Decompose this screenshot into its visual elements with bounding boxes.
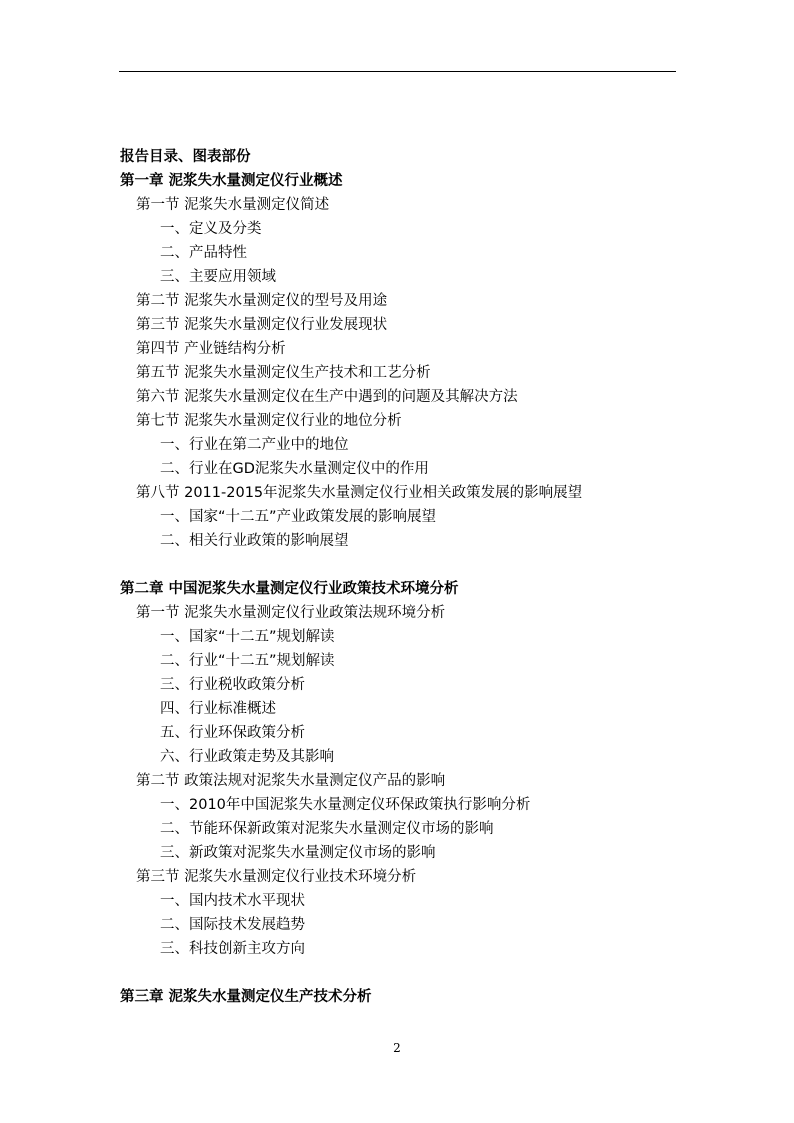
section-1-3: 第三节 泥浆失水量测定仪行业发展现状 <box>136 317 388 333</box>
item-2-2-3: 三、新政策对泥浆失水量测定仪市场的影响 <box>160 845 436 861</box>
section-1-5: 第五节 泥浆失水量测定仪生产技术和工艺分析 <box>136 365 431 381</box>
item-2-1-4: 四、行业标准概述 <box>160 701 276 717</box>
item-1-1-3: 三、主要应用领域 <box>160 269 276 285</box>
item-1-8-1: 一、国家“十二五”产业政策发展的影响展望 <box>160 509 437 525</box>
item-2-1-2: 二、行业“十二五”规划解读 <box>160 653 335 669</box>
item-1-1-2: 二、产品特性 <box>160 245 247 261</box>
toc-title: 报告目录、图表部份 <box>120 149 251 165</box>
section-1-8: 第八节 2011-2015年泥浆失水量测定仪行业相关政策发展的影响展望 <box>136 485 583 501</box>
header-rule <box>119 71 676 72</box>
item-1-1-1: 一、定义及分类 <box>160 221 262 237</box>
item-2-3-2: 二、国际技术发展趋势 <box>160 917 305 933</box>
section-1-7: 第七节 泥浆失水量测定仪行业的地位分析 <box>136 413 402 429</box>
section-2-3: 第三节 泥浆失水量测定仪行业技术环境分析 <box>136 869 417 885</box>
item-2-2-2: 二、节能环保新政策对泥浆失水量测定仪市场的影响 <box>160 821 494 837</box>
section-1-4: 第四节 产业链结构分析 <box>136 341 286 357</box>
item-2-1-1: 一、国家“十二五”规划解读 <box>160 629 335 645</box>
section-1-1: 第一节 泥浆失水量测定仪简述 <box>136 197 330 213</box>
item-2-1-3: 三、行业税收政策分析 <box>160 677 305 693</box>
item-2-1-5: 五、行业环保政策分析 <box>160 725 305 741</box>
chapter-3-heading: 第三章 泥浆失水量测定仪生产技术分析 <box>120 989 372 1005</box>
chapter-gap <box>120 961 700 985</box>
section-2-1: 第一节 泥浆失水量测定仪行业政策法规环境分析 <box>136 605 446 621</box>
chapter-gap <box>120 553 700 577</box>
section-1-2: 第二节 泥浆失水量测定仪的型号及用途 <box>136 293 388 309</box>
item-2-3-1: 一、国内技术水平现状 <box>160 893 305 909</box>
item-1-8-2: 二、相关行业政策的影响展望 <box>160 533 349 549</box>
chapter-1-heading: 第一章 泥浆失水量测定仪行业概述 <box>120 173 343 189</box>
item-1-7-2: 二、行业在GD泥浆失水量测定仪中的作用 <box>160 461 429 477</box>
table-of-contents <box>120 145 700 1009</box>
section-1-6: 第六节 泥浆失水量测定仪在生产中遇到的问题及其解决方法 <box>136 389 518 405</box>
item-2-3-3: 三、科技创新主攻方向 <box>160 941 305 957</box>
item-1-7-1: 一、行业在第二产业中的地位 <box>160 437 349 453</box>
chapter-2-heading: 第二章 中国泥浆失水量测定仪行业政策技术环境分析 <box>120 581 459 597</box>
item-2-2-1: 一、2010年中国泥浆失水量测定仪环保政策执行影响分析 <box>160 797 531 813</box>
section-2-2: 第二节 政策法规对泥浆失水量测定仪产品的影响 <box>136 773 446 789</box>
item-2-1-6: 六、行业政策走势及其影响 <box>160 749 334 765</box>
page-number: 2 <box>393 1041 401 1055</box>
